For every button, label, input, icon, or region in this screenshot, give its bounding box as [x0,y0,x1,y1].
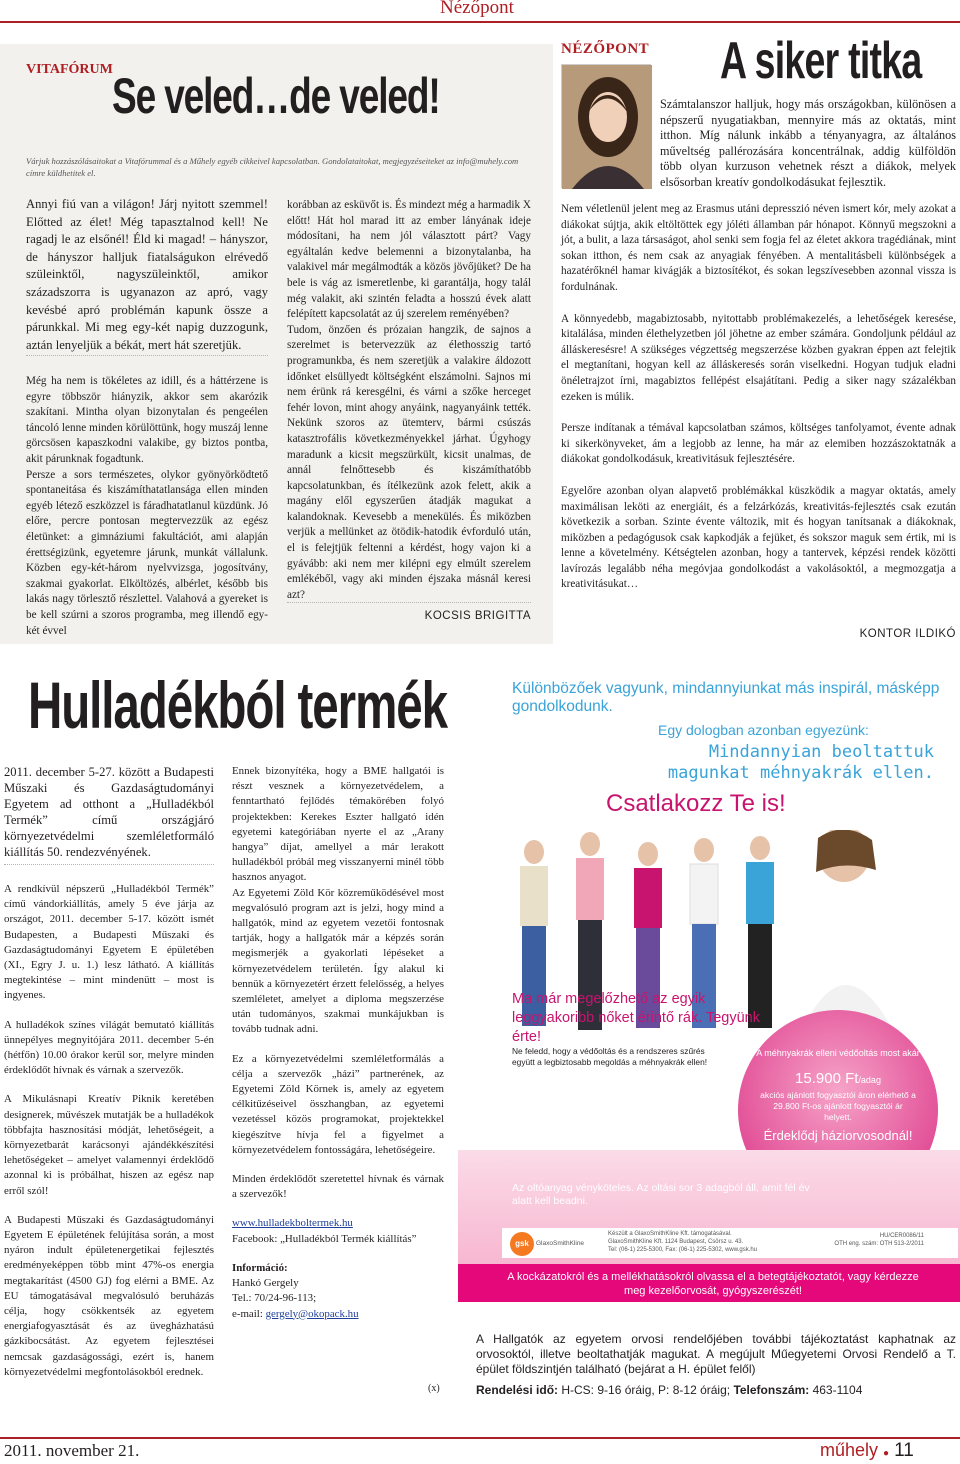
nezopont-author: KONTOR ILDIKÓ [859,628,956,640]
ad-headline: Különbözőek vagyunk, mindannyiunkat más inspirál, másképp gondolkodunk. [512,680,940,715]
paragraph: Ez a környezetvédelmi szemléletformálás a célja a szervezők „házi” partnerének, az Egyetemi Zöld Körnek is, amely az egyetem célkitűzéseivel összhangban, az egyetemi vezetéssel közös programokat, projektekkel kiegészítve hívja fel a figyelmet a környezetvédelem fontosságára, lehetőségeire. [232,1052,444,1156]
info-email [232,1307,444,1322]
hulladek-column-1 [4,882,214,1380]
vitaforum-column-2: korábban az esküvőt is. És mindezt még a harmadik X előtt! Hát hol marad itt az ember lányának ideje módosítani, ha nem jól választott párt? Vagy egyáltalán kedve belemenni a bizonytalanba, ha valakivel már megálmodták a közös jövőjüket? De ha bele is vág az ismeretlenbe, ki garantálja, hogy talál még valakit, aki szintén feladta a hosszú évek alatt felépített kapcsolatát az új szerelem reményében? Tudom, önzően és prózaian hangzik, de sajnos a szerelmet is betervezzük az élethosszig tartó programunkba, és nem szeretjük a valakire áldozott időnket elsüllyedt költségként elszámolni. Sajnos mi nem érünk rá keresgélni, és várni a szőke herceget fehér lovon, mint ahogy anyáink, nagyanyáink tették. Nekünk szoros az ütemterv, bármi csúszás katasztrofális következményekkel járhat. Úgyhogy maradunk a kicsit megszürkült, kicsit unalmas, de annál felnőttesebb és kiszámíthatóbb kapcsolatunkban, és ítélkezünk azok felett, akik a magány elől egyszerűen átadják magukat a kalandoknak. Kevesebb a menekülés. És miközben verjük a mellünket az ötödik-hatodik évforduló után, el is felejtjük feltenni a kérdést, hogy vajon ki a gyávább: aki nem mer kilépni egy elmúlt szerelem emlékéből, vagy aki minden éjszaka másnál keresi azt? [287,199,531,601]
vitaforum-kicker: VITAFÓRUM [26,62,113,77]
paragraph: A Mikulásnapi Kreatív Piknik keretében designerek, művészek mutatják be a hulladékok többfajta hasznosítási módját, lehetőségeit, a környezetbarát karácsonyi ajándékkészítési lehetőségeket – amelyet valamennyi érdeklődő azonnal ki is próbálhat, hiszen az egész nap erről szól! [4,1093,214,1197]
hours-label: Rendelési idő: [476,1383,559,1397]
info-tel: Tel.: 70/24-96-113; [232,1292,317,1305]
imprint-line: GlaxoSmithKline Kft. 1124 Budapest, Csörsz u. 43. [608,1239,744,1245]
price-value: 15.900 Ft [795,1070,859,1087]
divider [26,355,268,356]
paragraph: A hulladékok színes világát bemutató kiállítás ünnepélyes megnyitójára 2011. december 5-én (hétfőn) 10.00 órakor kerül sor, melyre minden érdeklődőt hívnak és várnak a szervezők. [4,1018,214,1077]
divider [287,602,531,603]
ad-question: Ma már megelőzhető az egyik leggyakoribb nőket érintő rák. Tegyünk érte! [512,991,760,1045]
price-detail: akciós ajánlott fogyasztói áron elérhető a 29.800 Ft-os ajánlott fogyasztói ár helyett. [760,1090,916,1122]
company-name: GlaxoSmithKline [536,1240,585,1247]
nezopont-body [561,202,956,593]
clinic-text: A Hallgatók az egyetem orvosi rendelőjében további tájékoztatást kaphatnak az orvosoktól, illetve beoltathatják magukat. A megújult Műegyetemi Orvosi Rendelő a T. épület földszintjén található (bejárat a H. épület felől) [476,1332,956,1376]
hulladek-lead: 2011. december 5-27. között a Budapesti Műszaki és Gazdaságtudományi Egyetem ad otthont a „Hulladékból Termék” című országjáró környezetvédelmi szemléletformáló kiállítás 50. rendezvényének. [4,765,214,859]
ad-marker: (x) [428,1383,440,1394]
hours-value: H-CS: 9-16 óráig, P: 8-12 óráig; [558,1383,731,1397]
vitaforum-lead: Annyi fiú van a világon! Járj nyitott szemmel! Előtted az élet! Még tapasztalnod kell! Ne ragadj le az elsőnél! Éld ki magad! – hányszor, de hányszor halljuk fiatalságukon elrévedő szüleinktől, nagyszüleinktől, amikor századszorra is ugyanazon az apró, vagy kevésbé apró problémán kapunk össze a párunkkal. Mi meg egy-két napig duzzogunk, aztán lenyeljük a békát, mert hát szeretjük. [26,197,268,352]
ad-note: Ne feledd, hogy a védőoltás és a rendszeres szűrés együtt a legbiztosabb megoldás a méhnyakrák ellen! [512,1046,708,1067]
nezopont-title: A siker titka [720,32,922,90]
imprint-line: Készült a GlaxoSmithKline Kft. támogatásával. [608,1231,732,1237]
facebook-text: Facebook: „Hulladékból Termék kiállítás” [232,1232,417,1245]
gsk-logo [510,1232,534,1256]
footer-rule [0,1437,960,1439]
price-amount [748,1070,928,1088]
hulladek-title: Hulladékból termék [28,668,447,742]
paragraph: Nem véletlenül jelent meg az Erasmus utáni depresszió néven ismert kór, mely azokat a diákokat sújtja, akik eltöltöttek egy jóléti államban pár hónapot. Könnyű megszokni a jót, a bulit, a laza társaságot, ahol senki sem fogja fel az életet akkora tragédiának, mint sokan itthon, és nem csak az anyagiak fényében. A mentalitásbeli különbségek a hazatérőknél hamar kivágják a biztosítékot, és sokan legszívesebben azonnal vissza is fordulnának. [561,203,956,293]
paragraph: Még ha nem is tökéletes az idill, és a háttérzene is egyre többször hiányzik, akkor sem akarózik szakítani. Mintha olyan bizonytalan és pengeélen táncoló lenne minden körülöttünk, hogy muszáj lenne görcsösen kapaszkodni valakibe, gy biztos pontba, akit párunknak fogadtunk. [26,375,268,465]
clinic-hours [476,1383,956,1398]
ad-code: HU/CER0086/11 [879,1233,924,1239]
vitaforum-invite: Várjuk hozzászólásaitokat a Vitafórummal és a Műhely egyéb cikkeivel kapcsolatban. Gondolataitokat, megjegyzéseiteket az info@muhely.com címre küldhetitek el. [26,156,519,178]
ad-codes [818,1232,924,1248]
paragraph: Minden érdeklődőt szeretettel hívnak és várnak a szervezők! [232,1173,444,1201]
section-title: Nézőpont [440,0,514,18]
paragraph: A rendkívül népszerű „Hulladékból Termék” című vándorkiállítás, amely 5 éve járja az országot, 2011. december 5-17. között ismét Budapesten, a Budapesti Műszaki és Gazdaságtudományi Egyetem E épületében (XI., Egry J. u. 1.) lesz látható. A kiállítás megtekintése – mint mindenütt – most is ingyenes. [4,883,214,1002]
divider [4,864,214,865]
paragraph: Ennek bizonyítéka, hogy a BME hallgatói is részt vesznek a környezetvédelem, a fenntartható fejlődés témakörében folyó projektekben: Kerekes Eszter hallgató idén egyetemi kategóriában nyerte el az „Arany hangya” díjat, amellyel a már lerakott hulladékból próbál meg visszanyerni minél több hasznos anyagot. [232,765,444,884]
vaccine-ad [458,672,960,1302]
paragraph: A Budapesti Műszaki és Gazdaságtudományi Egyetem E épületének felújítása során, a most nyáron indult épületenergetikai fejlesztés eredményeképpen több mint 47%-os energia megtakarítást (4500 GJ) fog elérni a BME. Az EU támogatásával megvalósuló beruházás célja, hogy csökkentsék az egyetem energiafogyasztását és az üvegházhatású gázkibocsátást. Az egyetem fejlesztései nemcsak gazdaságossági, ezért is, hanem környezetvédelmi megfontolásokból erednek. [4,1213,214,1378]
page-header [0,0,960,24]
footer-date: 2011. november 21. [4,1441,140,1460]
nezopont-kicker: NÉZŐPONT [561,41,650,57]
phone-value: 463-1104 [809,1383,863,1397]
ad-code: OTH eng. szám: OTH 513-2/2011 [834,1241,924,1247]
hulladek-column-2 [232,764,444,1322]
header-rule [0,21,960,23]
footer-magazine [820,1440,914,1462]
ad-line3: Mindannyian beoltattuk magunkat méhnyakrák ellen. [667,742,934,783]
email-label: e-mail: [232,1307,266,1320]
ad-cta: Csatlakozz Te is! [606,790,786,817]
price-cta: Érdeklődj háziorvosodnál! [763,1128,913,1143]
page-separator-icon: ● [883,1448,890,1459]
vitaforum-author: KOCSIS BRIGITTA [424,610,531,622]
website-link[interactable]: www.hulladekboltermek.hu [232,1217,353,1230]
ad-footer: A kockázatokról és a mellékhatásokról olvassa el a betegtájékoztatót, vagy kérdezze meg kezelőorvosát, gyógyszerészét! [507,1271,919,1297]
vaccine-note: Az oltóanyag vényköteles. Az oltási sor 3 adagból áll, amit fél év alatt kell beadni. [512,1182,810,1207]
portrait-image [562,65,652,189]
author-portrait [561,64,651,188]
price-intro: A méhnyakrák elleni védőoltás most akár [756,1048,920,1058]
page-number: 11 [894,1440,914,1461]
info-label: Információ: [232,1261,288,1274]
email-link[interactable]: gergely@okopack.hu [265,1307,359,1320]
ad-line2: Egy dologban azonban egyezünk: [658,722,869,738]
gsk-logo-text: gsk [515,1239,529,1248]
phone-label: Telefonszám: [733,1383,810,1397]
price-unit: /adag [858,1075,881,1085]
paragraph: Egyelőre azonban olyan alapvető problémákkal küszködik a magyar oktatás, amely maximálisan leköti az energiáit, és a felzárkózás, kreativitás-fejlesztés csak ezután következik a sorban. Szinte évente változik, mit és hogyan tanítsanak a diákoknak, miközben a pedagógusok csak kapkodják a fejüket, és sokszor maguk sem értik, mi is lenne a követelmény. Kétségtelen azonban, hogy a tantervek, képzési rendek közötti lavírozás legalább néha megóvjaa gondolkodást a vakolásoktól, a megmozgatja a kreativitásukat… [561,484,956,591]
info-name: Hankó Gergely [232,1277,299,1290]
paragraph: Persze indítanak a témával kapcsolatban számos, költséges tanfolyamot, évente adnak ki sikerkönyveket, ám a legjobb az lenne, ha már az elemiben hozzászoktatnák a diákokat gondolkodásuk, kreativitásuk fejlesztésére. [561,422,956,466]
nezopont-lead: Számtalanszor halljuk, hogy más országokban, különösen a népszerű nyugatiakban, mennyire más az oktatás, mint itthon. Míg nálunk inkább a tényanyagra, az általános műveltség pallérozására koncentrálnak, addig külföldön több olyan kurzuson vehetnek részt a diákok, melyek elsősorban kreatív gondolkodásukat fejlesztik. [660,97,956,189]
imprint-line: Tel: (06-1) 225-5300, Fax: (06-1) 225-5302, www.gsk.hu [608,1247,758,1253]
paragraph: Persze a sors természetes, olykor gyönyörködtető spontaneitása és kiszámíthatatlansága ellen minden egyéb létező eszközzel is fáradhatatlanul küzdünk. Jó előre, percre pontosan megtervezzük az egész életünket: a gimnáziumi fakultációt, ami alapján érettségizünk, egyetemre járunk, munkát vállalunk. Közben egy-két-három nyelvvizsga, jogosítvány, szakmai gyakorlat. Elköltözés, albérlet, később bis lakás nagy törlesztő részlettel. Valahová a gyereket is be kell szúrni a szoros programba, meg illendő egy-két évvel [26,468,268,637]
magazine-name: műhely [820,1440,879,1460]
imprint [608,1230,757,1254]
vitaforum-title: Se veled…de veled! [112,68,440,124]
vitaforum-body [26,374,268,639]
paragraph: Az Egyetemi Zöld Kör közreműködésével most megvalósuló program azt is jelzi, hogy mind a hallgatók, mind az egyetem vezetői fontosnak tartják, hogy a hallgatók már a képzés során megismerjék a gyakorlati lépéseket a környezetvédelem területén. Így alakul ki bennük a környezetért érzett felelősség, a helyes szemléletet, amelyet a diploma megszerzése után tudományos, szakmai munkájukban is tovább tudnak adni. [232,886,444,1036]
paragraph: A könnyedebb, magabiztosabb, nyitottabb problémakezelés, a lehetőségek keresése, kitalálása, minden élethelyzetben jól jöhetne az ember számára. Gondoljunk például az álláskeresésre! A szükséges végzettség megszerzése közben gyakran éppen azt felejtik el megtanítani, hogyan kell az álláskeresés során viselkedni. Hogyan tudjuk eladni önéletrajzot írni, magabiztos fellépést elsajátítani. Pedig a siker nagy százalékban ezeken is múlik. [561,312,956,403]
